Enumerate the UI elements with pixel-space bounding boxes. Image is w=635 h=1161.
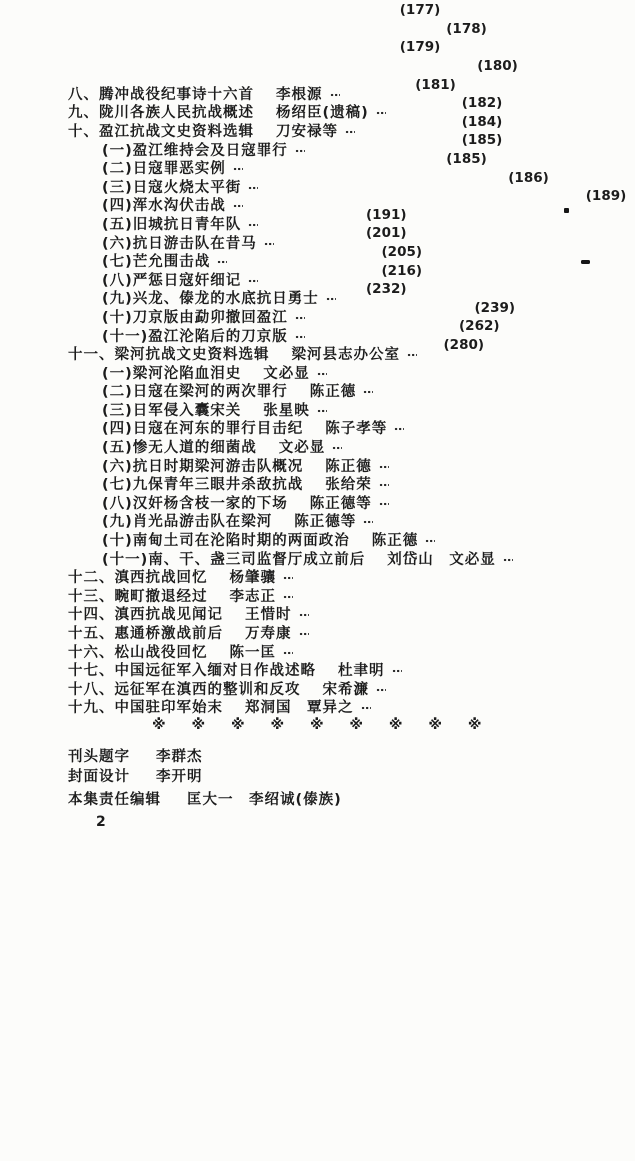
toc-row-title: 芒允围击战	[133, 250, 211, 271]
toc-row-author: 陈正德	[372, 529, 419, 550]
toc-row-title: 惨无人道的细菌战	[133, 436, 257, 457]
toc-row-page: (185)	[394, 48, 635, 956]
toc-list	[68, 84, 543, 716]
toc-row-number: 十八、	[68, 678, 115, 699]
toc-row-title: 远征军在滇西的整训和反攻	[115, 678, 301, 699]
toc-row-author: 张星映	[263, 399, 310, 420]
toc-row-number: 十五、	[68, 622, 115, 643]
toc-row-title: 九保青年三眼井杀敌抗战	[133, 473, 304, 494]
toc-row-title: 梁河抗战文史资料选辑	[115, 343, 270, 364]
toc-row-author: 李志正	[230, 585, 277, 606]
toc-row-number: (三)	[102, 176, 133, 197]
toc-row-title: 盈江抗战文史资料选辑	[99, 120, 254, 141]
toc-row-title: 刀京版由勐卯撤回盈江	[133, 306, 288, 327]
toc-row-page: (180)	[409, 0, 635, 882]
ink-speck-2	[581, 260, 590, 264]
toc-row-title: 兴龙、傣龙的水底抗日勇士	[133, 287, 319, 308]
toc-row-title: 日寇在河东的罪行目击纪	[133, 417, 304, 438]
page-number: 2	[68, 814, 543, 830]
section-separator: ※ ※ ※ ※ ※ ※ ※ ※ ※	[68, 717, 543, 736]
toc-row-number: 十三、	[68, 585, 115, 606]
toc-row-page: (280)	[376, 253, 635, 1161]
toc-row-author: 郑洞国 覃异之	[245, 696, 354, 717]
toc-row-number: (十一)	[102, 325, 148, 346]
toc-row-page: (181)	[347, 0, 635, 901]
toc-row-number: (九)	[102, 287, 133, 308]
toc-row-page: (189)	[518, 104, 635, 1012]
toc-row-title: 惠通桥激战前后	[115, 622, 224, 643]
toc-row-title: 畹町撤退经过	[115, 585, 208, 606]
toc-row-author: 陈正德	[325, 455, 372, 476]
toc-row-page: (182)	[394, 11, 635, 919]
toc-row-number: 十一、	[68, 343, 115, 364]
credit-value: 李开明	[156, 765, 203, 786]
toc-row-title: 腾冲战役纪事诗十六首	[99, 83, 254, 104]
toc-row-author: 杨肇骧	[230, 566, 277, 587]
credit-label: 封面设计	[68, 765, 130, 786]
toc-row-number: (七)	[102, 473, 133, 494]
toc-row-title: 旧城抗日青年队	[133, 213, 242, 234]
toc-row-title: 陇川各族人民抗战概述	[99, 101, 254, 122]
toc-row-author: 万寿康	[245, 622, 292, 643]
toc-row-number: (五)	[102, 213, 133, 234]
toc-row-author: 陈正德等	[310, 492, 372, 513]
toc-row-page: (232)	[298, 197, 635, 1105]
toc-row-title: 浑水沟伏击战	[133, 194, 226, 215]
toc-row-number: 十四、	[68, 603, 115, 624]
ink-speck-1	[564, 208, 569, 213]
toc-row-title: 日寇罪恶实例	[133, 157, 226, 178]
toc-row-page: (186)	[440, 86, 635, 994]
toc-row-page: (262)	[391, 234, 635, 1142]
toc-row-number: (一)	[102, 139, 133, 160]
toc-row-author: 张给荣	[325, 473, 372, 494]
toc-row-page: (185)	[378, 67, 635, 975]
toc-row-title: 抗日时期梁河游击队概况	[133, 455, 304, 476]
toc-row-number: (四)	[102, 194, 133, 215]
toc-row-author: 陈子孝等	[325, 417, 387, 438]
toc-row-number: 九、	[68, 101, 99, 122]
toc-row-title: 日军侵入囊宋关	[133, 399, 242, 420]
toc-row-page: (184)	[394, 30, 635, 938]
credit-value: 李群杰	[156, 745, 203, 766]
toc-row-page: (179)	[332, 0, 635, 863]
toc-row-number: (六)	[102, 455, 133, 476]
toc-row-title: 日寇火烧太平街	[133, 176, 242, 197]
toc-row-author: 文必显	[263, 362, 310, 383]
toc-row-title: 盈江沦陷后的刀京版	[148, 325, 288, 346]
dot-leader	[217, 257, 227, 267]
credit-label: 本集责任编辑	[68, 788, 161, 809]
toc-row-title: 松山战役回忆	[115, 641, 208, 662]
toc-row-author: 刀安禄等	[276, 120, 338, 141]
credit-value: 匡大一 李绍诚(傣族)	[187, 788, 342, 809]
credit-label: 刊头题字	[68, 745, 130, 766]
toc-row-number: 十九、	[68, 696, 115, 717]
toc-row-author: 杨绍臣(遗稿)	[276, 101, 369, 122]
toc-row-number: (六)	[102, 232, 133, 253]
toc-row-author: 宋希濂	[323, 678, 370, 699]
toc-row-number: 十七、	[68, 659, 115, 680]
toc-row-page: (191)	[298, 123, 635, 1031]
toc-row-page: (178)	[378, 0, 635, 845]
toc-row-title: 汉奸杨含枝一家的下场	[133, 492, 288, 513]
toc-row-number: 十二、	[68, 566, 115, 587]
toc-row-title: 滇西抗战回忆	[115, 566, 208, 587]
toc-row-page: (239)	[407, 216, 635, 1124]
toc-row-title: 中国远征军入缅对日作战述略	[115, 659, 317, 680]
toc-row-number: 十六、	[68, 641, 115, 662]
toc-row-title: 肖光品游击队在梁河	[133, 510, 273, 531]
toc-row-number: (十一)	[102, 548, 148, 569]
toc-row-title: 日寇在梁河的两次罪行	[133, 380, 288, 401]
toc-row-number: (八)	[102, 492, 133, 513]
toc-row-number: (八)	[102, 269, 133, 290]
toc-row-page: (216)	[314, 179, 635, 1087]
toc-row-title: 滇西抗战见闻记	[115, 603, 224, 624]
toc-row-author: 王惜时	[245, 603, 292, 624]
toc-row-page: (201)	[298, 141, 635, 1049]
toc-row-page: (177)	[332, 0, 635, 826]
toc-row-number: 十、	[68, 120, 99, 141]
toc-row-title: 梁河沦陷血泪史	[133, 362, 242, 383]
toc-row-author: 刘岱山 文必显	[387, 548, 496, 569]
toc-row-number: (二)	[102, 157, 133, 178]
toc-row-title: 南甸土司在沦陷时期的两面政治	[133, 529, 350, 550]
toc-row-page: (205)	[314, 160, 635, 1068]
toc-row-title: 中国驻印军始末	[115, 696, 224, 717]
toc-row-title: 严惩日寇奸细记	[133, 269, 242, 290]
toc-row-number: (二)	[102, 380, 133, 401]
toc-row-author: 陈正德	[310, 380, 357, 401]
toc-row-number: (五)	[102, 436, 133, 457]
toc-row-title: 南、干、盏三司监督厅成立前后	[148, 548, 365, 569]
toc-row-number: (四)	[102, 417, 133, 438]
toc-row-number: (一)	[102, 362, 133, 383]
toc-row-number: (七)	[102, 250, 133, 271]
toc-row-number: (十)	[102, 306, 133, 327]
toc-row-title: 盈江维持会及日寇罪行	[133, 139, 288, 160]
toc-row-number: (九)	[102, 510, 133, 531]
toc-row-author: 梁河县志办公室	[292, 343, 401, 364]
toc-row-author: 陈一匡	[230, 641, 277, 662]
toc-row-number: 八、	[68, 83, 99, 104]
toc-row-title: 抗日游击队在昔马	[133, 232, 257, 253]
toc-row-number: (三)	[102, 399, 133, 420]
toc-row-author: 杜聿明	[338, 659, 385, 680]
toc-row-author: 李根源	[276, 83, 323, 104]
toc-row-author: 陈正德等	[294, 510, 356, 531]
toc-row-number: (十)	[102, 529, 133, 550]
toc-row-author: 文必显	[279, 436, 326, 457]
